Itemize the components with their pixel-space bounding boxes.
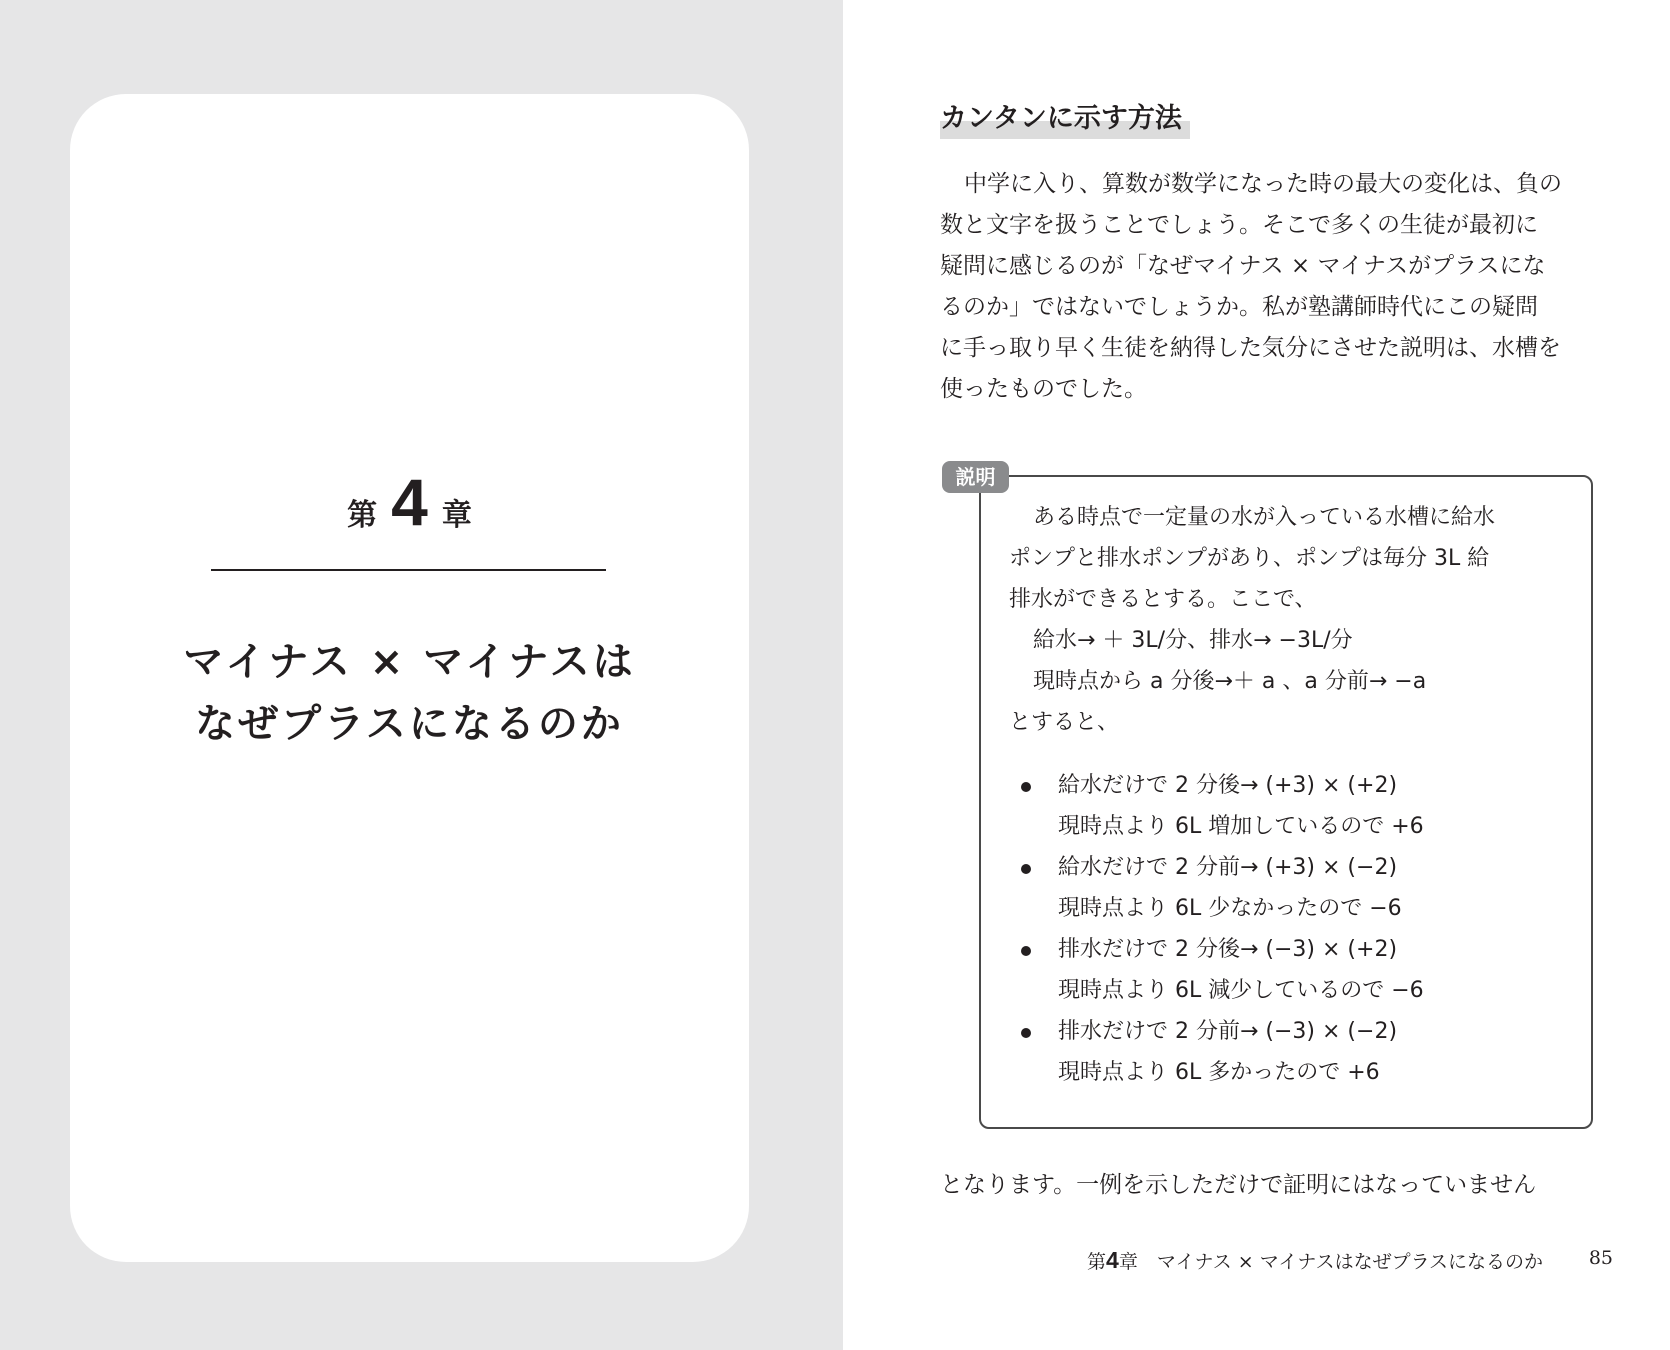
chapter-divider [211, 569, 606, 571]
chapter-title [70, 631, 749, 755]
right-page [843, 0, 1670, 1350]
explanation-list [1021, 765, 1561, 1093]
list-item [1021, 929, 1561, 1011]
page-number: 85 [1588, 1247, 1613, 1269]
list-item-line: 排水だけで 2 分後→ (−3) × (+2) [1058, 937, 1398, 962]
explanation-line: 給水→ ＋ 3L/分、排水→ −3L/分 [1033, 628, 1353, 653]
bullet-icon [1021, 864, 1031, 874]
chapter-title-card [70, 94, 749, 1262]
explanation-line: ポンプと排水ポンプがあり、ポンプは毎分 3L 給 [1009, 546, 1490, 571]
bullet-icon [1021, 946, 1031, 956]
list-item-line: 現時点より 6L 減少しているので −6 [1058, 978, 1424, 1003]
list-item [1021, 765, 1561, 847]
explanation-text [1009, 497, 1579, 743]
footer-chapter-suffix: 章 [1118, 1251, 1138, 1273]
explanation-line: 排水ができるとする。ここで、 [1009, 587, 1317, 612]
list-item-line: 現時点より 6L 多かったので +6 [1058, 1060, 1380, 1085]
list-item-line: 給水だけで 2 分前→ (+3) × (−2) [1058, 855, 1398, 880]
list-item-line: 現時点より 6L 少なかったので −6 [1058, 896, 1402, 921]
body-line: 疑問に感じるのが「なぜマイナス × マイナスがプラスにな [940, 253, 1546, 279]
running-footer [1043, 1247, 1543, 1274]
chapter-title-line: マイナス × マイナスは [183, 639, 636, 685]
section-heading: カンタンに示す方法 [940, 99, 1190, 139]
body-line: 数と文字を扱うことでしょう。そこで多くの生徒が最初に [940, 212, 1538, 238]
list-item-line: 現時点より 6L 増加しているので +6 [1058, 814, 1424, 839]
chapter-title-line: なぜプラスになるのか [195, 701, 624, 747]
explanation-label: 説明 [942, 461, 1009, 493]
bullet-icon [1021, 1028, 1031, 1038]
bullet-icon [1021, 782, 1031, 792]
body-line: 使ったものでした。 [940, 376, 1147, 402]
explanation-line: とすると、 [1009, 710, 1120, 735]
chapter-suffix: 章 [441, 498, 472, 533]
explanation-line: 現時点から a 分後→＋ a 、a 分前→ −a [1033, 669, 1427, 694]
explanation-box [979, 475, 1593, 1129]
footer-chapter-title: マイナス × マイナスはなぜプラスになるのか [1156, 1251, 1543, 1273]
chapter-heading [70, 464, 749, 540]
list-item [1021, 1011, 1561, 1093]
chapter-number: 4 [391, 465, 428, 539]
body-line: るのか」ではないでしょうか。私が塾講師時代にこの疑問 [940, 294, 1538, 320]
body-line: 中学に入り、算数が数学になった時の最大の変化は、負の [964, 171, 1562, 197]
body-line: に手っ取り早く生徒を納得した気分にさせた説明は、水槽を [940, 335, 1561, 361]
trailing-paragraph: となります。一例を示しただけで証明にはなっていません [940, 1172, 1537, 1198]
footer-chapter-number: 4 [1106, 1247, 1119, 1273]
footer-chapter-prefix: 第 [1087, 1251, 1107, 1273]
list-item [1021, 847, 1561, 929]
list-item-line: 排水だけで 2 分前→ (−3) × (−2) [1058, 1019, 1398, 1044]
list-item-line: 給水だけで 2 分後→ (+3) × (+2) [1058, 773, 1398, 798]
chapter-prefix: 第 [347, 498, 378, 533]
body-paragraph [940, 164, 1606, 410]
explanation-line: ある時点で一定量の水が入っている水槽に給水 [1033, 505, 1496, 530]
